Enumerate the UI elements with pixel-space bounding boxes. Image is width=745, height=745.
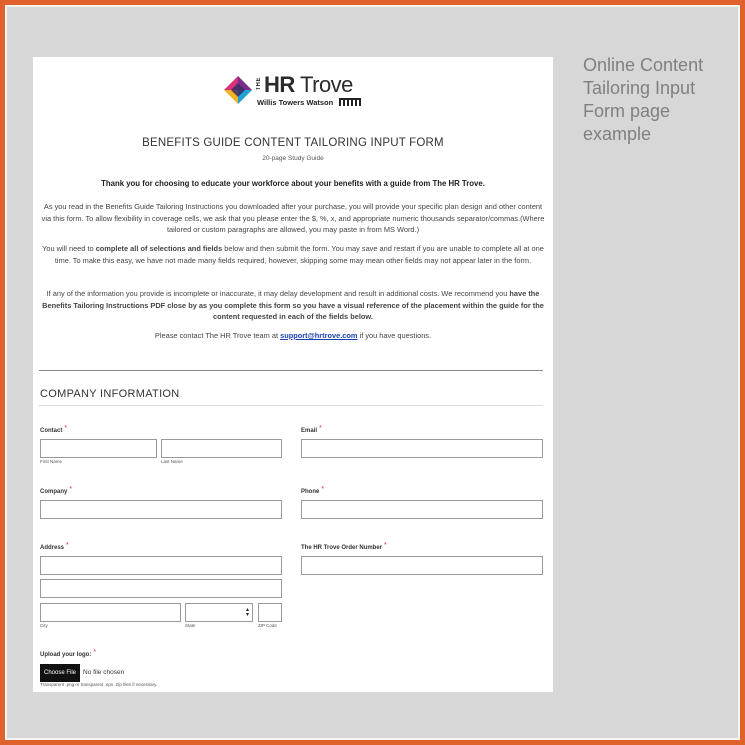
state-hint: State [185, 623, 196, 628]
form-page [33, 57, 553, 692]
contact-label: Contact * [40, 425, 68, 434]
company-label: Company * [40, 486, 73, 495]
order-number-input[interactable] [301, 556, 543, 575]
order-number-label: The HR Trove Order Number * [301, 542, 387, 551]
last-name-hint: Last Name [161, 459, 183, 464]
form-title: BENEFITS GUIDE CONTENT TAILORING INPUT FORM [142, 137, 444, 149]
completion-paragraph: You will need to complete all of selections and fields below and then submit the form. You may save and restart if you are unable to complete all at one time. To make this easy, we have not made many fields required, however, skipping some may mean other fields may not appear later in the form. [42, 244, 544, 265]
section-divider [39, 405, 543, 406]
phone-input[interactable] [301, 500, 543, 519]
phone-label: Phone * [301, 486, 325, 495]
last-name-input[interactable] [161, 439, 282, 458]
intro-text: Thank you for choosing to educate your workforce about your benefits with a guide from The HR Trove. [101, 179, 485, 188]
choose-file-button[interactable]: Choose File [40, 664, 80, 682]
email-input[interactable] [301, 439, 543, 458]
logo-prefix: THE [256, 77, 262, 91]
hr-trove-logo [223, 71, 363, 111]
logo-subtitle: Willis Towers Watson [257, 98, 334, 107]
support-email-link[interactable]: support@hrtrove.com [280, 331, 358, 340]
instructions-paragraph: As you read in the Benefits Guide Tailoring Instructions you downloaded after your purchase, you will provide your specific plan design and other content via this form. To allow flexibility in coverage cells, we ask that you please enter the $, %, x, and appropriate numeric thousands separator/commas.(Where tailored or custom paragraphs are allowed, you may paste in from MS Word.) [41, 202, 545, 234]
logo-diamond-icon [223, 75, 253, 105]
state-select[interactable] [185, 603, 253, 622]
contact-paragraph: Please contact The HR Trove team at support@hrtrove.com if you have questions. [154, 331, 432, 340]
file-status: No file chosen [83, 669, 125, 676]
caption: Online Content Tailoring Input Form page example [583, 55, 704, 144]
email-label: Email * [301, 425, 322, 434]
first-name-input[interactable] [40, 439, 157, 458]
divider [39, 370, 543, 371]
file-hint: Transparent .png or transparent .eps. Zip files if necessary. [40, 682, 158, 687]
address-line1-input[interactable] [40, 556, 282, 575]
wtw-mark-icon [339, 98, 363, 106]
form-subtitle: 20-page Study Guide [262, 155, 324, 162]
zip-hint: ZIP Code [258, 623, 277, 628]
city-input[interactable] [40, 603, 181, 622]
section-title: COMPANY INFORMATION [40, 388, 180, 400]
address-line2-input[interactable] [40, 579, 282, 598]
city-hint: City [40, 623, 48, 628]
select-arrows-icon: ▴ ▾ [245, 607, 249, 618]
logo-upload-label: Upload your logo: * [40, 649, 97, 658]
address-label: Address * [40, 542, 69, 551]
logo-name: HR Trove [264, 72, 353, 97]
first-name-hint: First Name [40, 459, 63, 464]
accuracy-paragraph: If any of the information you provide is incomplete or inaccurate, it may delay development and result in additional costs. We recommend you have the Benefits Tailoring Instructions PDF close by as you complete this form so you have a visual reference of the placement within the guide for the content requested in each of the fields below. [42, 289, 544, 321]
company-input[interactable] [40, 500, 282, 519]
zip-input[interactable] [258, 603, 282, 622]
